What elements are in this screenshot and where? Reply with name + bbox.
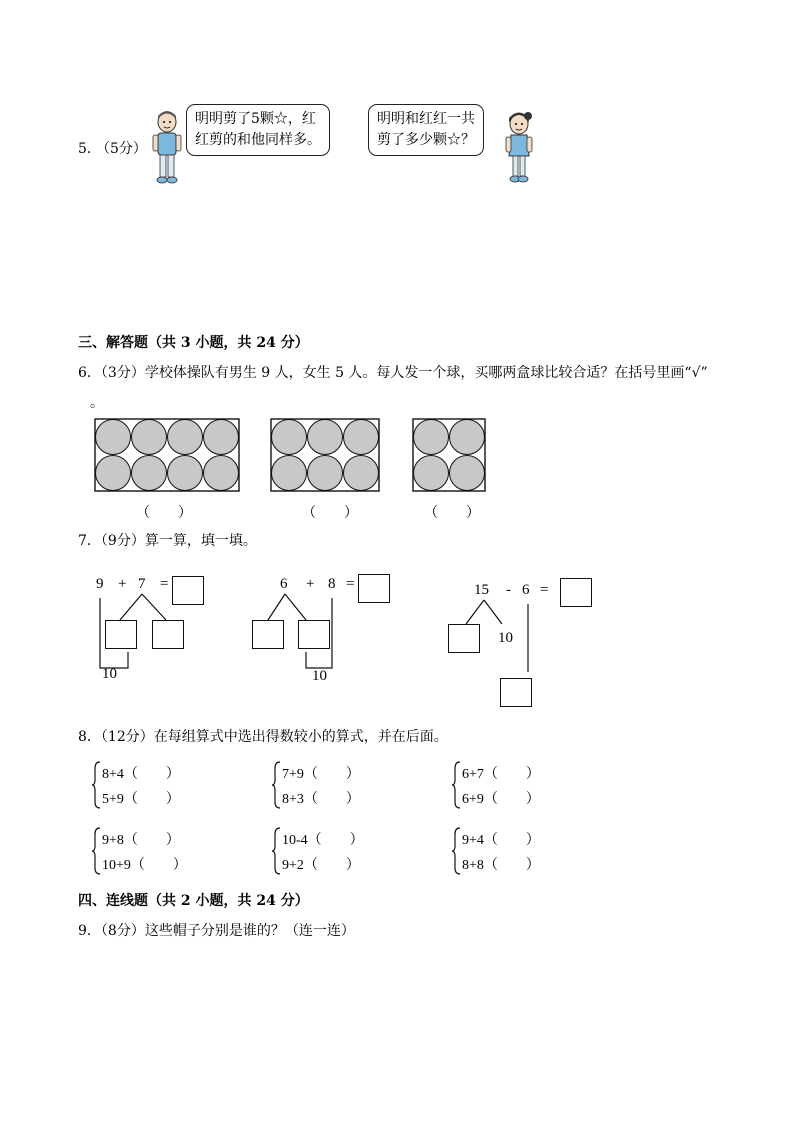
brace-icon [272, 760, 282, 810]
comparison-group-2 [272, 760, 402, 816]
calc-2-ten: 10 [312, 668, 327, 684]
calc-1-split-box-right[interactable] [152, 620, 184, 649]
ball-box-2-paren[interactable]: （ ） [302, 505, 358, 521]
ball [204, 420, 239, 455]
boy-speech-line-2: 红剪的和他同样多。 [195, 132, 321, 148]
ball [344, 420, 379, 455]
comparison-expr-top[interactable]: 9+4（ ） [462, 833, 540, 848]
ball [96, 420, 131, 455]
calc-1-ten: 10 [102, 666, 117, 682]
brace-icon [272, 826, 282, 876]
calc-2-split-box-left[interactable] [252, 620, 284, 649]
calc-1-b: 7 [138, 576, 146, 592]
comparison-expr-bottom[interactable]: 9+2（ ） [282, 858, 360, 873]
calc-2-b: 8 [328, 576, 336, 592]
section-4-title: 四、连线题（共 2 小题，共 24 分） [78, 893, 309, 909]
girl-speech-bubble [368, 104, 484, 156]
ball-box-3-grid [412, 418, 486, 492]
comparison-group-4 [92, 826, 222, 882]
ball [132, 456, 167, 491]
calc-3-split-box-left[interactable] [448, 624, 480, 653]
q5-number: 5． [78, 141, 101, 157]
calc-3-op: - [506, 582, 511, 598]
ball [414, 456, 449, 491]
comparison-expr-top[interactable]: 10-4（ ） [282, 833, 364, 848]
calc-3-result-box[interactable] [500, 678, 532, 707]
boy-speech-line-1: 明明剪了5颗☆，红 [195, 111, 316, 127]
calc-item-1 [92, 572, 232, 684]
ball-box-1-paren[interactable]: （ ） [136, 505, 192, 521]
section-3-title: 三、解答题（共 3 小题，共 24 分） [78, 335, 309, 351]
brace-icon [452, 826, 462, 876]
girl-figure-icon [502, 110, 536, 186]
comparison-expr-top[interactable]: 7+9（ ） [282, 767, 360, 782]
q5-score: （5分） [96, 141, 147, 157]
ball [272, 420, 307, 455]
calc-1-eq: = [160, 576, 169, 592]
girl-speech-line-2: 剪了多少颗☆？ [377, 132, 475, 148]
comparison-expr-bottom[interactable]: 5+9（ ） [102, 792, 180, 807]
q6-text-end: 。 [90, 395, 104, 411]
ball-box-1 [94, 418, 240, 496]
q5-block [0, 100, 794, 200]
comparison-expr-bottom[interactable]: 8+8（ ） [462, 858, 540, 873]
brace-icon [452, 760, 462, 810]
ball-box-2-grid [270, 418, 380, 492]
boy-speech-bubble [186, 104, 330, 156]
ball-box-2 [270, 418, 380, 496]
ball-box-1-grid [94, 418, 240, 492]
ball [132, 420, 167, 455]
calc-2-op: + [306, 576, 315, 592]
ball [168, 420, 203, 455]
q9-text: 9．（8分）这些帽子分别是谁的？（连一连） [78, 923, 355, 939]
calc-1-a: 9 [96, 576, 104, 592]
calc-3-ten: 10 [498, 630, 513, 646]
calc-2-a: 6 [280, 576, 288, 592]
calc-1-op: + [118, 576, 127, 592]
brace-icon [92, 760, 102, 810]
comparison-expr-top[interactable]: 6+7（ ） [462, 767, 540, 782]
ball-box-3 [412, 418, 486, 496]
calc-item-3 [444, 574, 604, 710]
calc-2-eq: = [346, 576, 355, 592]
ball [168, 456, 203, 491]
ball [344, 456, 379, 491]
comparison-group-3 [452, 760, 582, 816]
ball [204, 456, 239, 491]
calc-item-2 [250, 572, 400, 684]
girl-speech-line-1: 明明和红红一共 [377, 111, 475, 127]
comparison-expr-bottom[interactable]: 10+9（ ） [102, 858, 187, 873]
q8-text: 8．（12分）在每组算式中选出得数较小的算式，并在后面。 [78, 729, 448, 745]
calc-3-eq: = [540, 582, 549, 598]
calc-3-b: 6 [522, 582, 530, 598]
comparison-group-5 [272, 826, 402, 882]
boy-figure-icon [150, 110, 184, 186]
ball [96, 456, 131, 491]
calc-1-split-box-left[interactable] [105, 620, 137, 649]
ball-box-3-paren[interactable]: （ ） [424, 505, 480, 521]
comparison-expr-bottom[interactable]: 6+9（ ） [462, 792, 540, 807]
comparison-group-6 [452, 826, 582, 882]
ball [450, 456, 485, 491]
comparison-expr-top[interactable]: 9+8（ ） [102, 833, 180, 848]
q6-text: 6．（3分）学校体操队有男生 9 人，女生 5 人。每人发一个球，买哪两盒球比较合适？在括号里画“√” [78, 365, 708, 381]
ball [308, 456, 343, 491]
ball [272, 456, 307, 491]
calc-2-split-box-right[interactable] [298, 620, 330, 649]
brace-icon [92, 826, 102, 876]
comparison-group-1 [92, 760, 222, 816]
calc-3-a: 15 [474, 582, 489, 598]
comparison-expr-bottom[interactable]: 8+3（ ） [282, 792, 360, 807]
ball [414, 420, 449, 455]
q7-text: 7．（9分）算一算，填一填。 [78, 533, 257, 549]
ball [450, 420, 485, 455]
ball [308, 420, 343, 455]
comparison-expr-top[interactable]: 8+4（ ） [102, 767, 180, 782]
